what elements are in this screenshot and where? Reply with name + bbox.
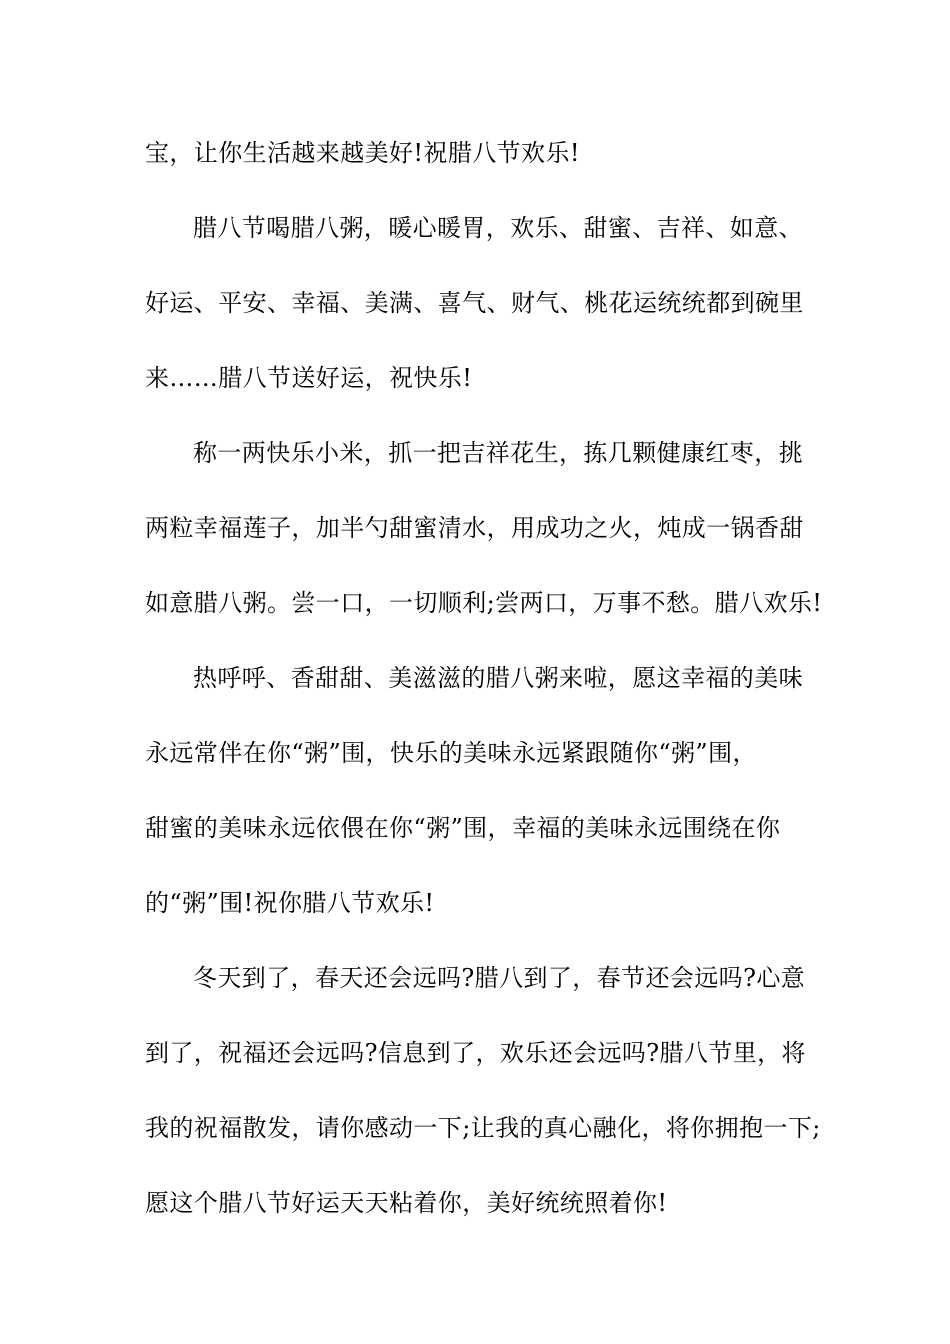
text-line: 宝，让你生活越来越美好!祝腊八节欢乐!: [145, 139, 580, 167]
paragraph-first-line: 称一两快乐小米，抓一把吉祥花生，拣几颗健康红枣，挑: [193, 439, 803, 467]
text-line: 好运、平安、幸福、美满、喜气、财气、桃花运统统都到碗里: [145, 289, 804, 317]
paragraph-first-line: 冬天到了，春天还会远吗?腊八到了，春节还会远吗?心意: [193, 964, 806, 992]
paragraph-first-line: 热呼呼、香甜甜、美滋滋的腊八粥来啦，愿这幸福的美味: [193, 664, 803, 692]
text-line: 永远常伴在你“粥”围，快乐的美味永远紧跟随你“粥”围，: [145, 739, 757, 767]
text-line: 来……腊八节送好运，祝快乐!: [145, 364, 473, 392]
text-line: 到了，祝福还会远吗?信息到了，欢乐还会远吗?腊八节里，将: [145, 1039, 806, 1067]
text-line: 甜蜜的美味永远依偎在你“粥”围，幸福的美味永远围绕在你: [145, 814, 781, 842]
text-line: 如意腊八粥。尝一口，一切顺利;尝两口，万事不愁。腊八欢乐!: [145, 589, 823, 617]
text-line: 的“粥”围!祝你腊八节欢乐!: [145, 889, 435, 917]
text-line: 两粒幸福莲子，加半勺甜蜜清水，用成功之火，炖成一锅香甜: [145, 514, 804, 542]
text-line: 愿这个腊八节好运天天粘着你，美好统统照着你!: [145, 1189, 668, 1217]
text-line: 我的祝福散发，请你感动一下;让我的真心融化，将你拥抱一下;: [145, 1114, 821, 1142]
paragraph-first-line: 腊八节喝腊八粥，暖心暖胃，欢乐、甜蜜、吉祥、如意、: [193, 214, 803, 242]
